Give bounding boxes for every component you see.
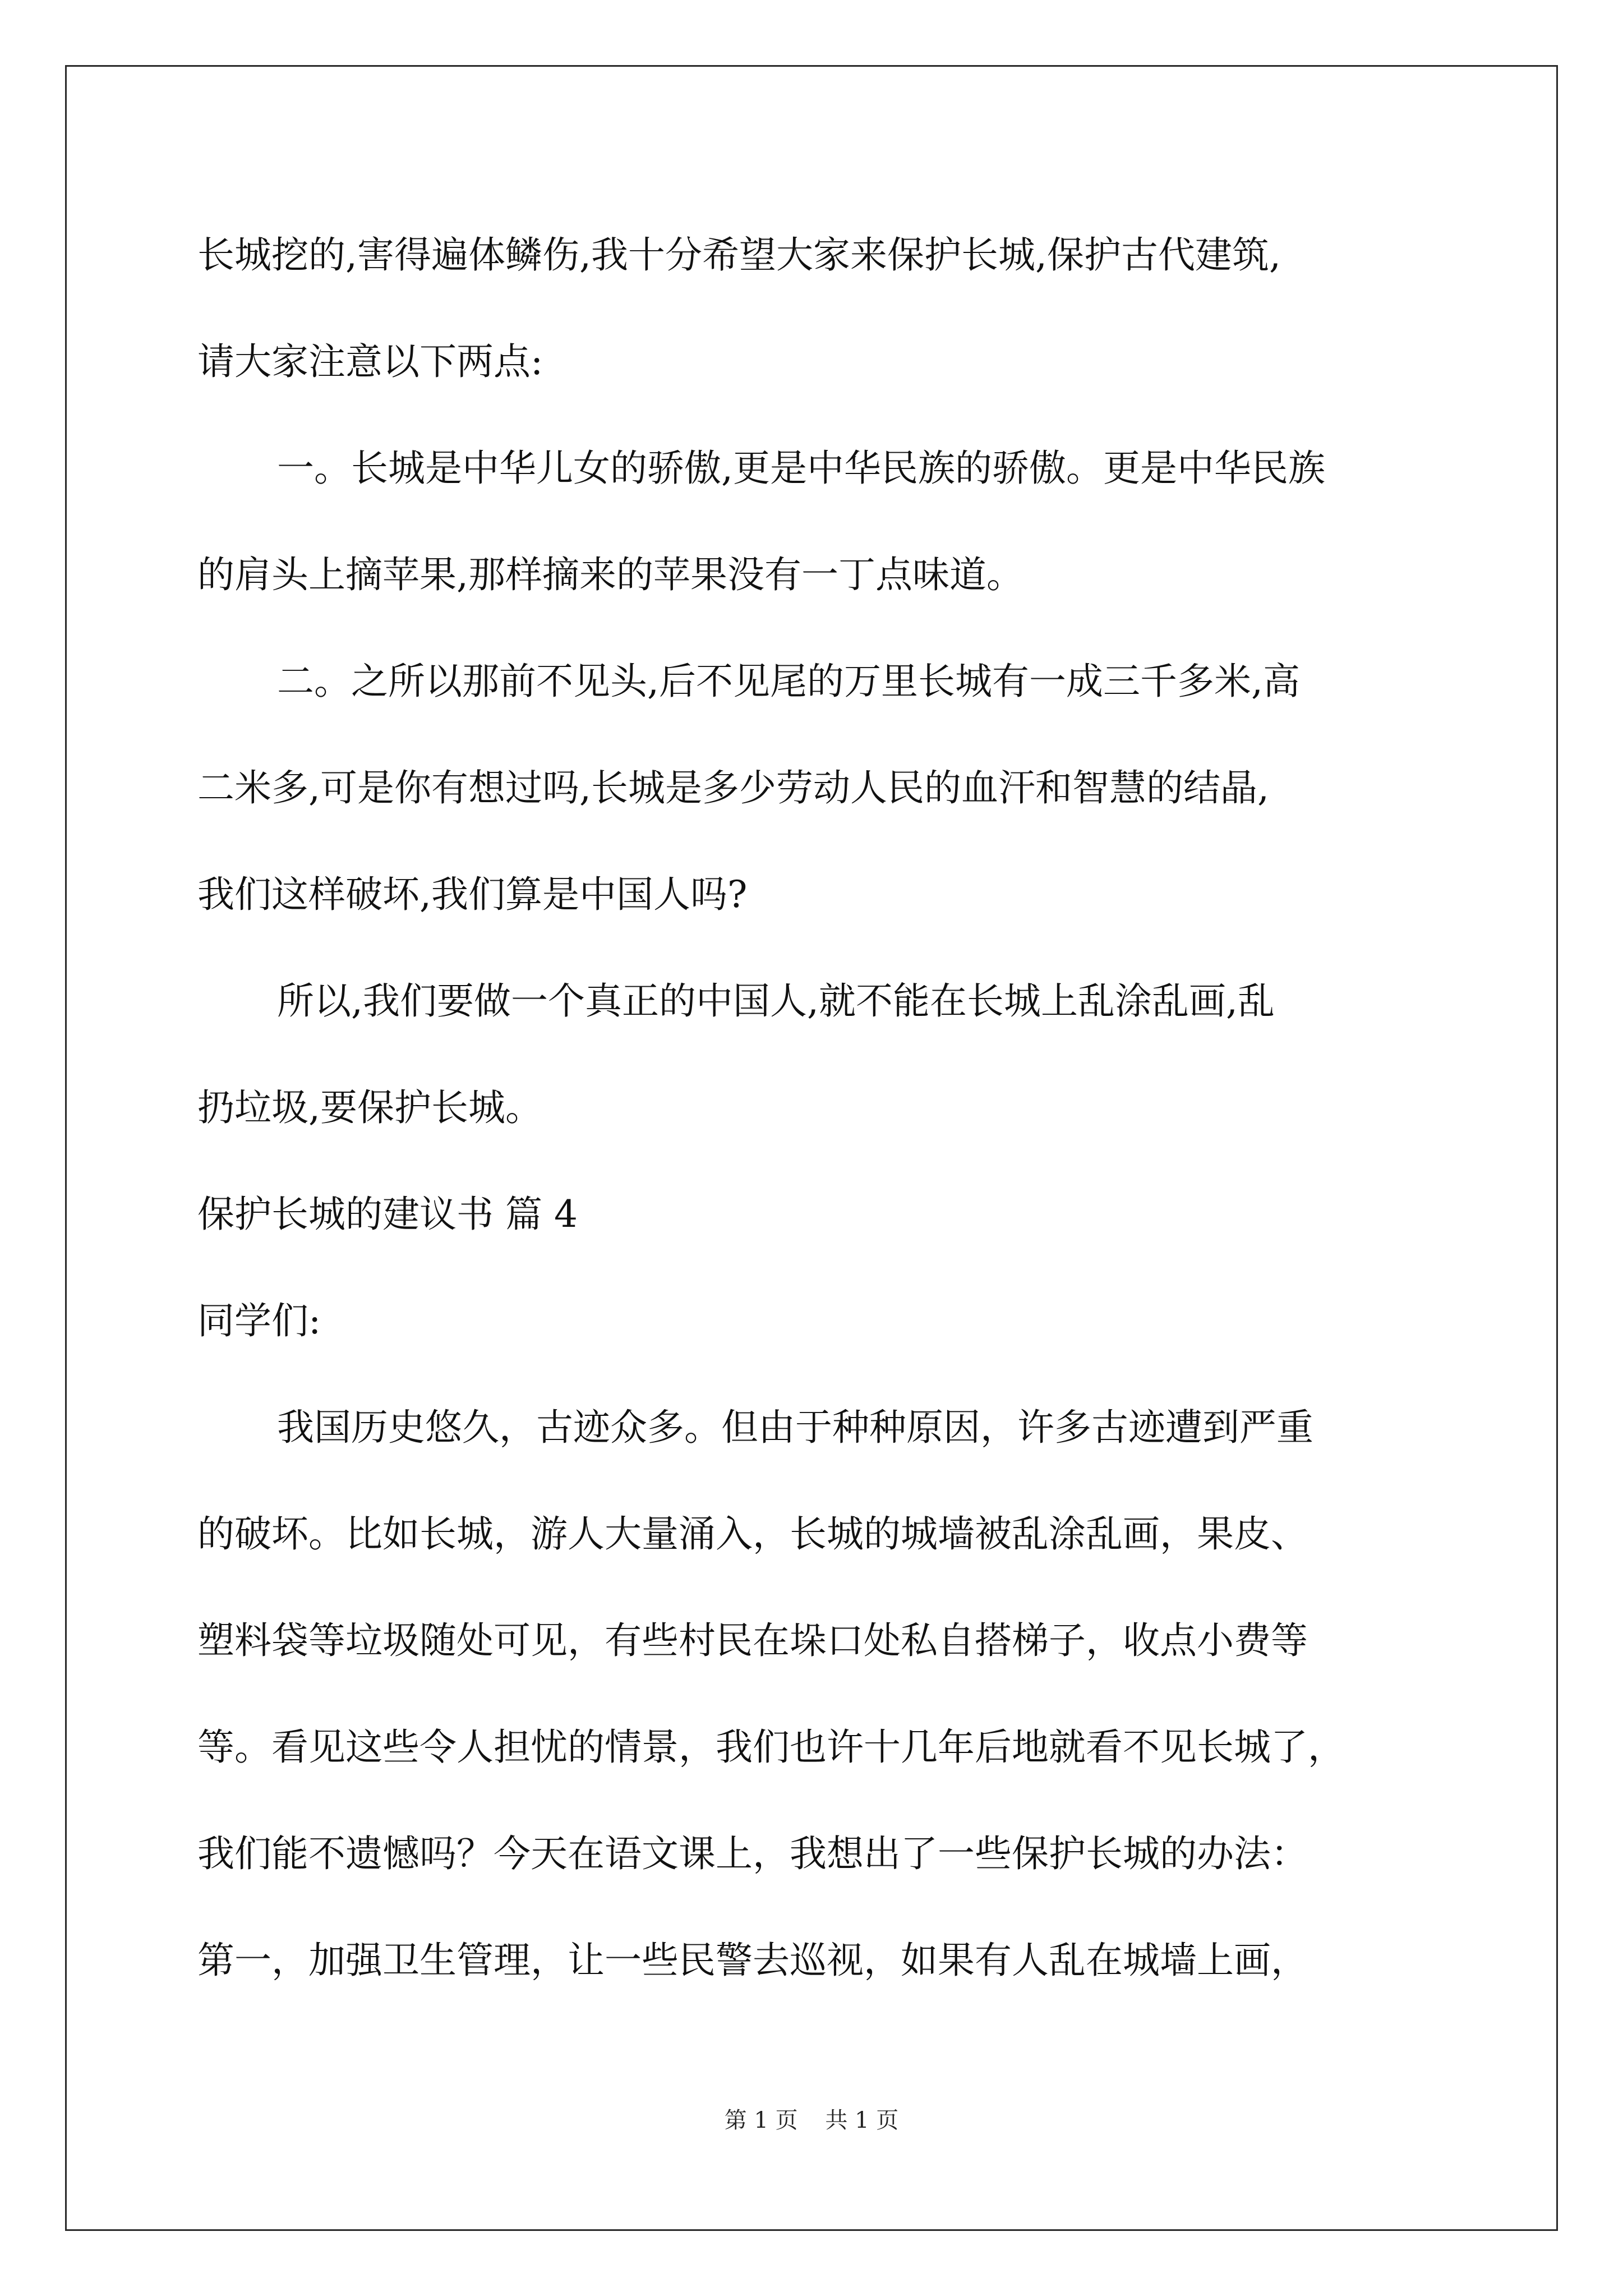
text-line: 二米多,可是你有想过吗,长城是多少劳动人民的血汗和智慧的结晶, [197,766,1269,809]
text-line: 请大家注意以下两点: [197,340,543,383]
text-line: 扔垃圾,要保护长城。 [197,1086,542,1129]
text-line: 我们这样破坏,我们算是中国人吗? [197,873,748,916]
text-line: 我国历史悠久，古迹众多。但由于种种原因，许多古迹遭到严重 [277,1406,1313,1449]
salutation: 同学们: [197,1299,321,1342]
text-line: 长城挖的,害得遍体鳞伤,我十分希望大家来保护长城,保护古代建筑, [197,233,1281,277]
text-line: 等。看见这些令人担忧的情景，我们也许十几年后地就看不见长城了， [197,1726,1345,1769]
text-line: 第一，加强卫生管理，让一些民警去巡视，如果有人乱在城墙上画， [197,1939,1308,1982]
text-line: 二。之所以那前不见头,后不见尾的万里长城有一成三千多米,高 [277,660,1300,703]
text-line: 一。长城是中华儿女的骄傲,更是中华民族的骄傲。更是中华民族 [277,447,1325,490]
text-line: 塑料袋等垃圾随处可见，有些村民在垛口处私自搭梯子，收点小费等 [197,1619,1308,1662]
page-total: 共 1 页 [825,2108,899,2133]
text-line: 的肩头上摘苹果,那样摘来的苹果没有一丁点味道。 [197,553,1023,596]
page-number: 第 1 页 [724,2108,798,2133]
page-footer [0,2105,1623,2136]
text-line: 所以,我们要做一个真正的中国人,就不能在长城上乱涂乱画,乱 [277,979,1275,1023]
text-line: 的破坏。比如长城，游人大量涌入，长城的城墙被乱涂乱画，果皮、 [197,1512,1308,1556]
text-line: 我们能不遗憾吗？今天在语文课上，我想出了一些保护长城的办法： [197,1832,1308,1875]
section-heading: 保护长城的建议书 篇 4 [197,1193,578,1236]
document-body [197,202,1431,2014]
